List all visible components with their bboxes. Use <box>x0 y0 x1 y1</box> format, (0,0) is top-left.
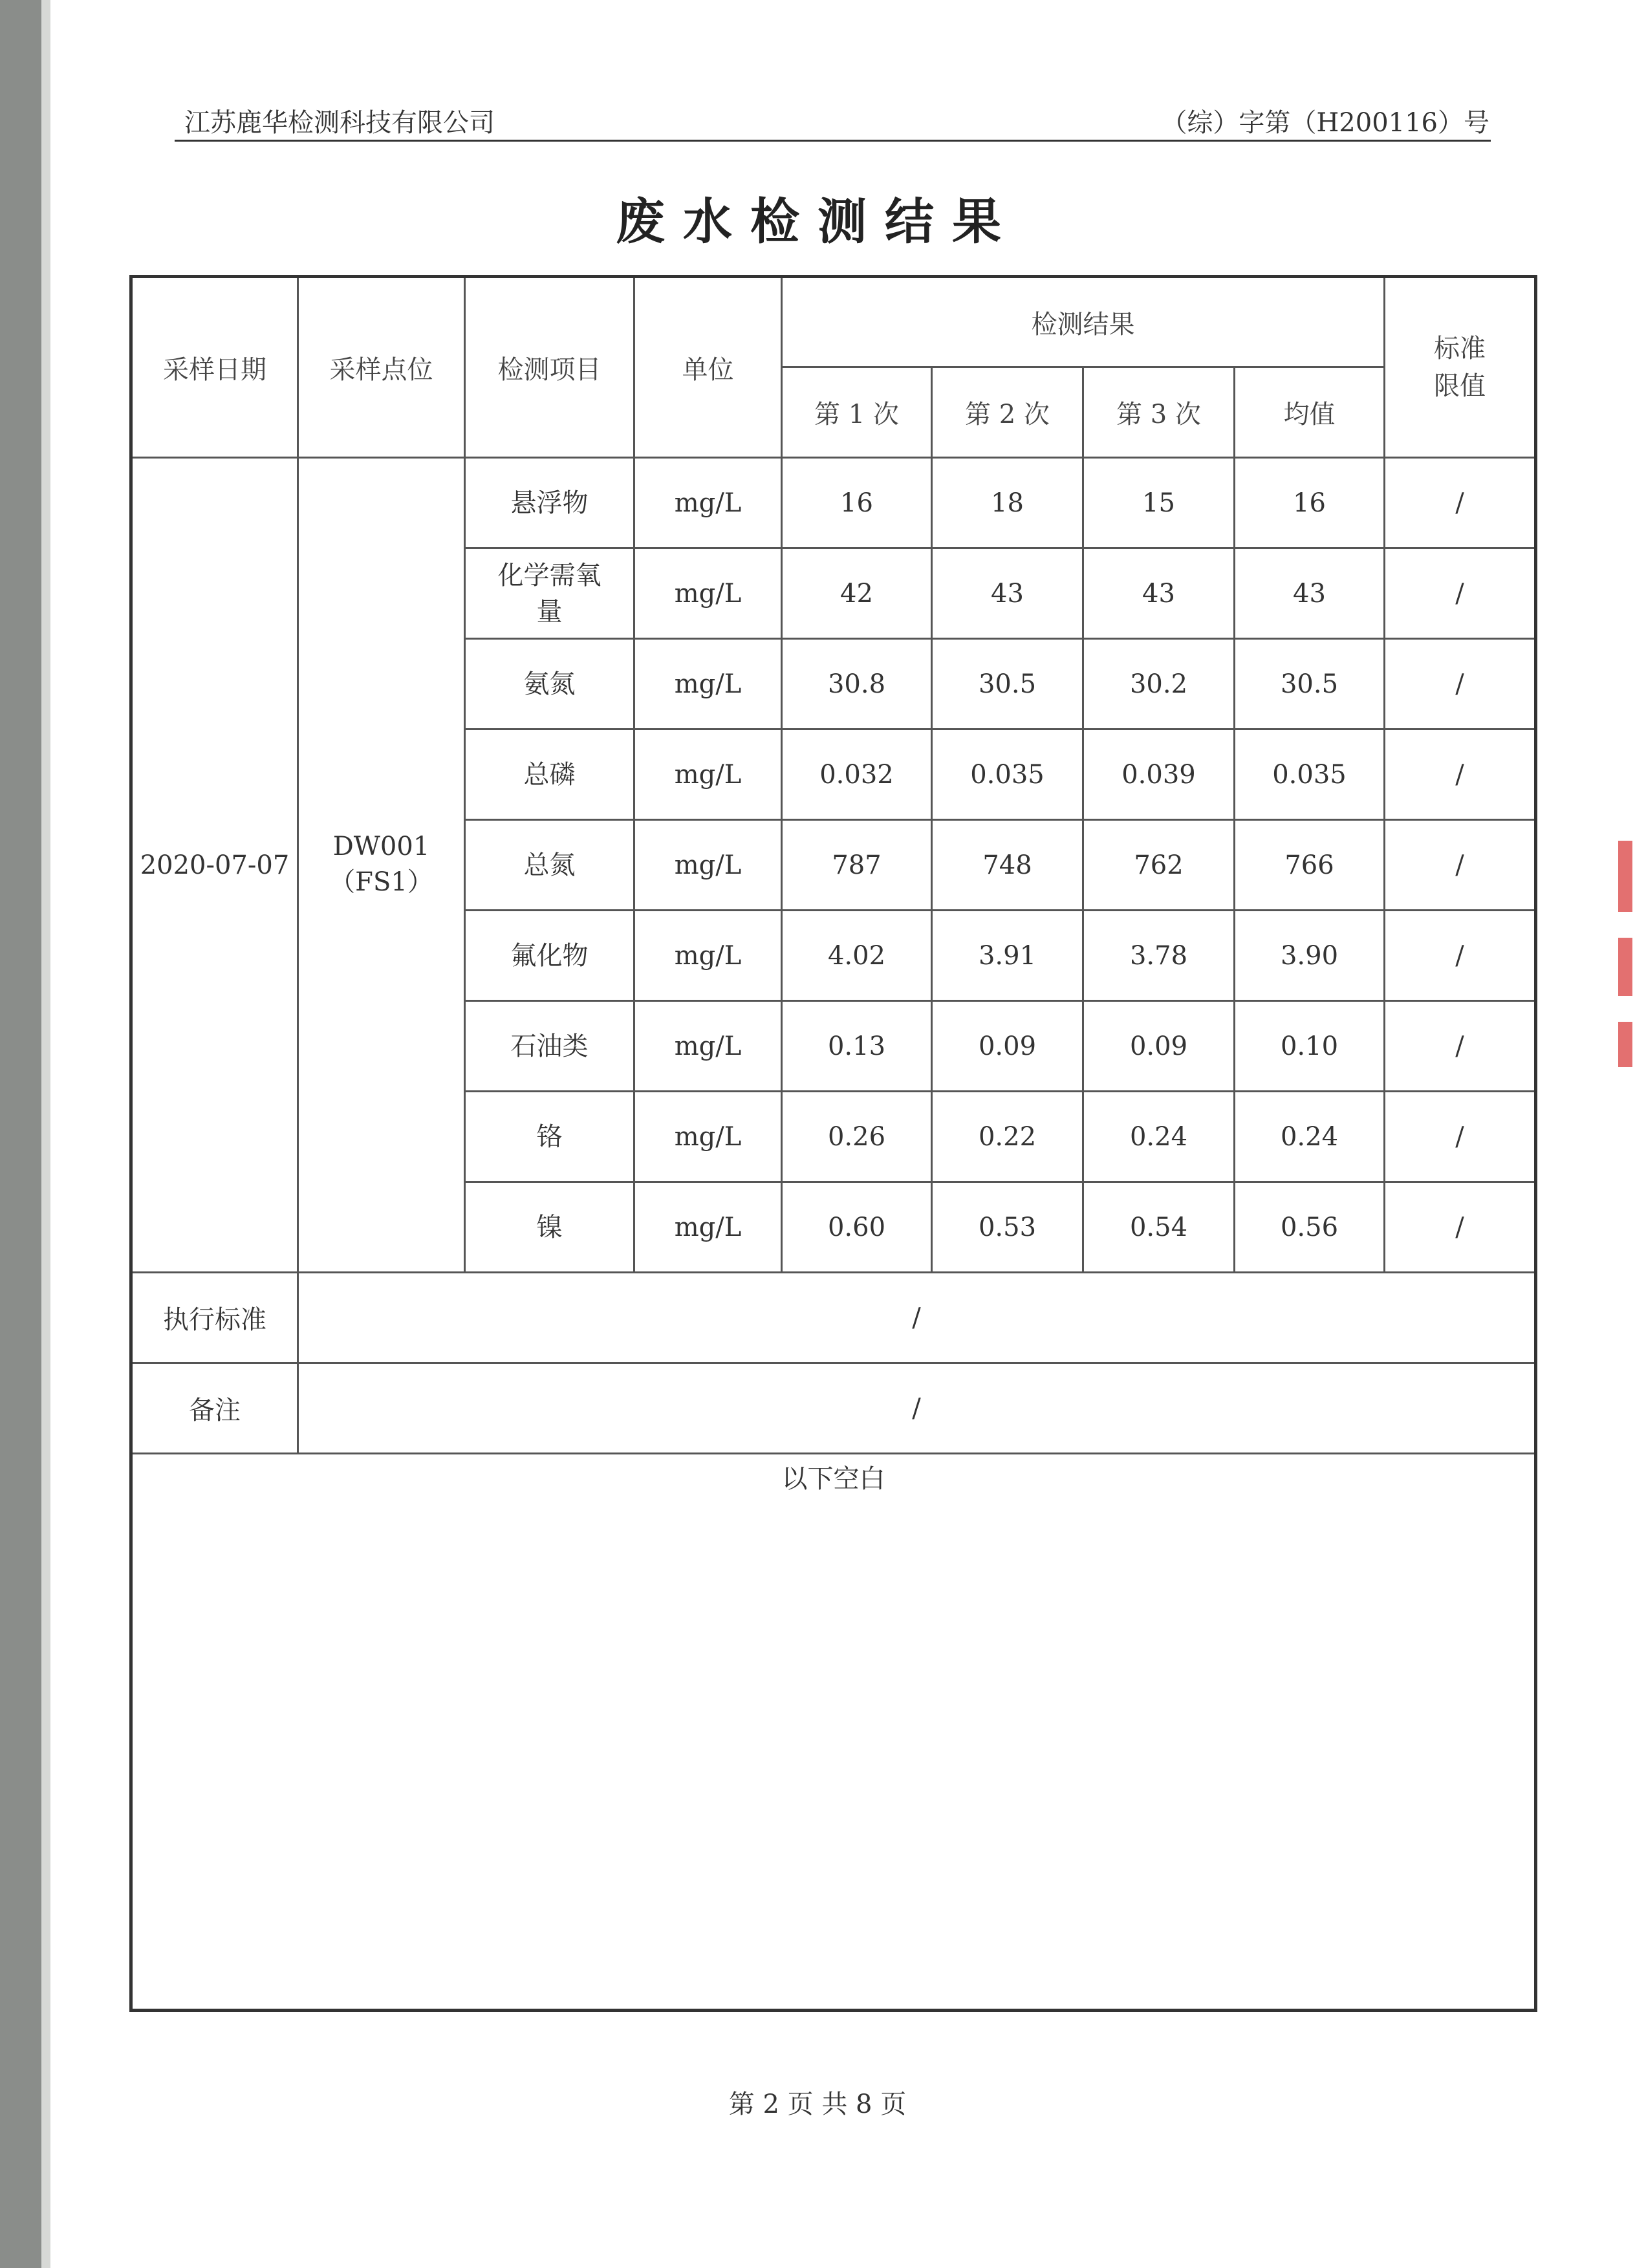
header-sample-date: 采样日期 <box>131 277 298 458</box>
row-item: 氨氮 <box>465 639 634 729</box>
page-title: 废水检测结果 <box>616 193 1019 250</box>
row-result-1: 0.60 <box>782 1182 932 1273</box>
row-unit: mg/L <box>634 639 782 729</box>
standard-row <box>131 1273 1536 1363</box>
report-number: （综）字第（H200116）号 <box>1161 108 1489 138</box>
row-unit: mg/L <box>634 820 782 911</box>
row-limit: / <box>1385 1001 1536 1092</box>
row-unit: mg/L <box>634 548 782 639</box>
row-limit: / <box>1385 820 1536 911</box>
row-average: 0.035 <box>1235 729 1385 820</box>
row-average: 766 <box>1235 820 1385 911</box>
row-unit: mg/L <box>634 1182 782 1273</box>
row-result-2: 18 <box>932 458 1083 548</box>
results-table <box>129 275 1537 2012</box>
row-result-2: 0.22 <box>932 1092 1083 1182</box>
header-sample-point: 采样点位 <box>298 277 465 458</box>
header-unit: 单位 <box>634 277 782 458</box>
header-rule <box>175 140 1491 142</box>
row-result-3: 3.78 <box>1083 911 1235 1001</box>
blank-note: 以下空白 <box>131 1454 1536 2011</box>
row-result-3: 0.24 <box>1083 1092 1235 1182</box>
sample-date: 2020-07-07 <box>131 458 298 1273</box>
company-name: 江苏鹿华检测科技有限公司 <box>184 108 495 138</box>
sample-point <box>298 458 465 1273</box>
row-limit: / <box>1385 458 1536 548</box>
row-average: 3.90 <box>1235 911 1385 1001</box>
row-limit: / <box>1385 639 1536 729</box>
row-result-2: 748 <box>932 820 1083 911</box>
row-unit: mg/L <box>634 1001 782 1092</box>
row-unit: mg/L <box>634 1092 782 1182</box>
row-item: 总氮 <box>465 820 634 911</box>
row-result-1: 4.02 <box>782 911 932 1001</box>
row-result-1: 0.13 <box>782 1001 932 1092</box>
row-limit: / <box>1385 729 1536 820</box>
header-test-item: 检测项目 <box>465 277 634 458</box>
sample-point-code: （FS1） <box>329 867 433 897</box>
row-item: 悬浮物 <box>465 458 634 548</box>
row-result-2: 3.91 <box>932 911 1083 1001</box>
row-result-3: 43 <box>1083 548 1235 639</box>
row-average: 16 <box>1235 458 1385 548</box>
scan-edge-shadow <box>41 0 50 2268</box>
row-item: 总磷 <box>465 729 634 820</box>
row-item: 铬 <box>465 1092 634 1182</box>
row-result-1: 0.032 <box>782 729 932 820</box>
header-standard-limit: 标准限值 <box>1385 277 1536 458</box>
row-limit: / <box>1385 548 1536 639</box>
red-seal-edge <box>1618 841 1635 1132</box>
header-results: 检测结果 <box>782 277 1385 367</box>
row-average: 0.56 <box>1235 1182 1385 1273</box>
row-result-2: 30.5 <box>932 639 1083 729</box>
remarks-row <box>131 1363 1536 1454</box>
header-result-1: 第 1 次 <box>782 367 932 458</box>
row-average: 43 <box>1235 548 1385 639</box>
row-result-3: 30.2 <box>1083 639 1235 729</box>
row-average: 0.24 <box>1235 1092 1385 1182</box>
row-result-3: 0.09 <box>1083 1001 1235 1092</box>
row-result-3: 762 <box>1083 820 1235 911</box>
row-result-3: 0.54 <box>1083 1182 1235 1273</box>
row-result-3: 15 <box>1083 458 1235 548</box>
header-result-3: 第 3 次 <box>1083 367 1235 458</box>
blank-row <box>131 1454 1536 2011</box>
row-result-1: 16 <box>782 458 932 548</box>
row-limit: / <box>1385 1182 1536 1273</box>
page-number: 第 2 页 共 8 页 <box>728 2090 907 2119</box>
row-result-2: 43 <box>932 548 1083 639</box>
row-result-2: 0.53 <box>932 1182 1083 1273</box>
row-result-1: 42 <box>782 548 932 639</box>
row-average: 30.5 <box>1235 639 1385 729</box>
row-limit: / <box>1385 911 1536 1001</box>
row-result-1: 0.26 <box>782 1092 932 1182</box>
row-unit: mg/L <box>634 911 782 1001</box>
scan-edge <box>0 0 41 2268</box>
row-unit: mg/L <box>634 458 782 548</box>
row-item: 氟化物 <box>465 911 634 1001</box>
row-result-2: 0.09 <box>932 1001 1083 1092</box>
row-unit: mg/L <box>634 729 782 820</box>
row-result-1: 787 <box>782 820 932 911</box>
sample-point-id: DW001 <box>332 832 430 861</box>
remarks-value: / <box>298 1363 1536 1454</box>
row-result-3: 0.039 <box>1083 729 1235 820</box>
row-result-1: 30.8 <box>782 639 932 729</box>
row-average: 0.10 <box>1235 1001 1385 1092</box>
remarks-label: 备注 <box>131 1363 298 1454</box>
row-item: 石油类 <box>465 1001 634 1092</box>
row-limit: / <box>1385 1092 1536 1182</box>
header-average: 均值 <box>1235 367 1385 458</box>
standard-label: 执行标准 <box>131 1273 298 1363</box>
table-row <box>131 458 1536 548</box>
row-result-2: 0.035 <box>932 729 1083 820</box>
header-result-2: 第 2 次 <box>932 367 1083 458</box>
standard-value: / <box>298 1273 1536 1363</box>
row-item: 化学需氧量 <box>465 548 634 639</box>
row-item: 镍 <box>465 1182 634 1273</box>
